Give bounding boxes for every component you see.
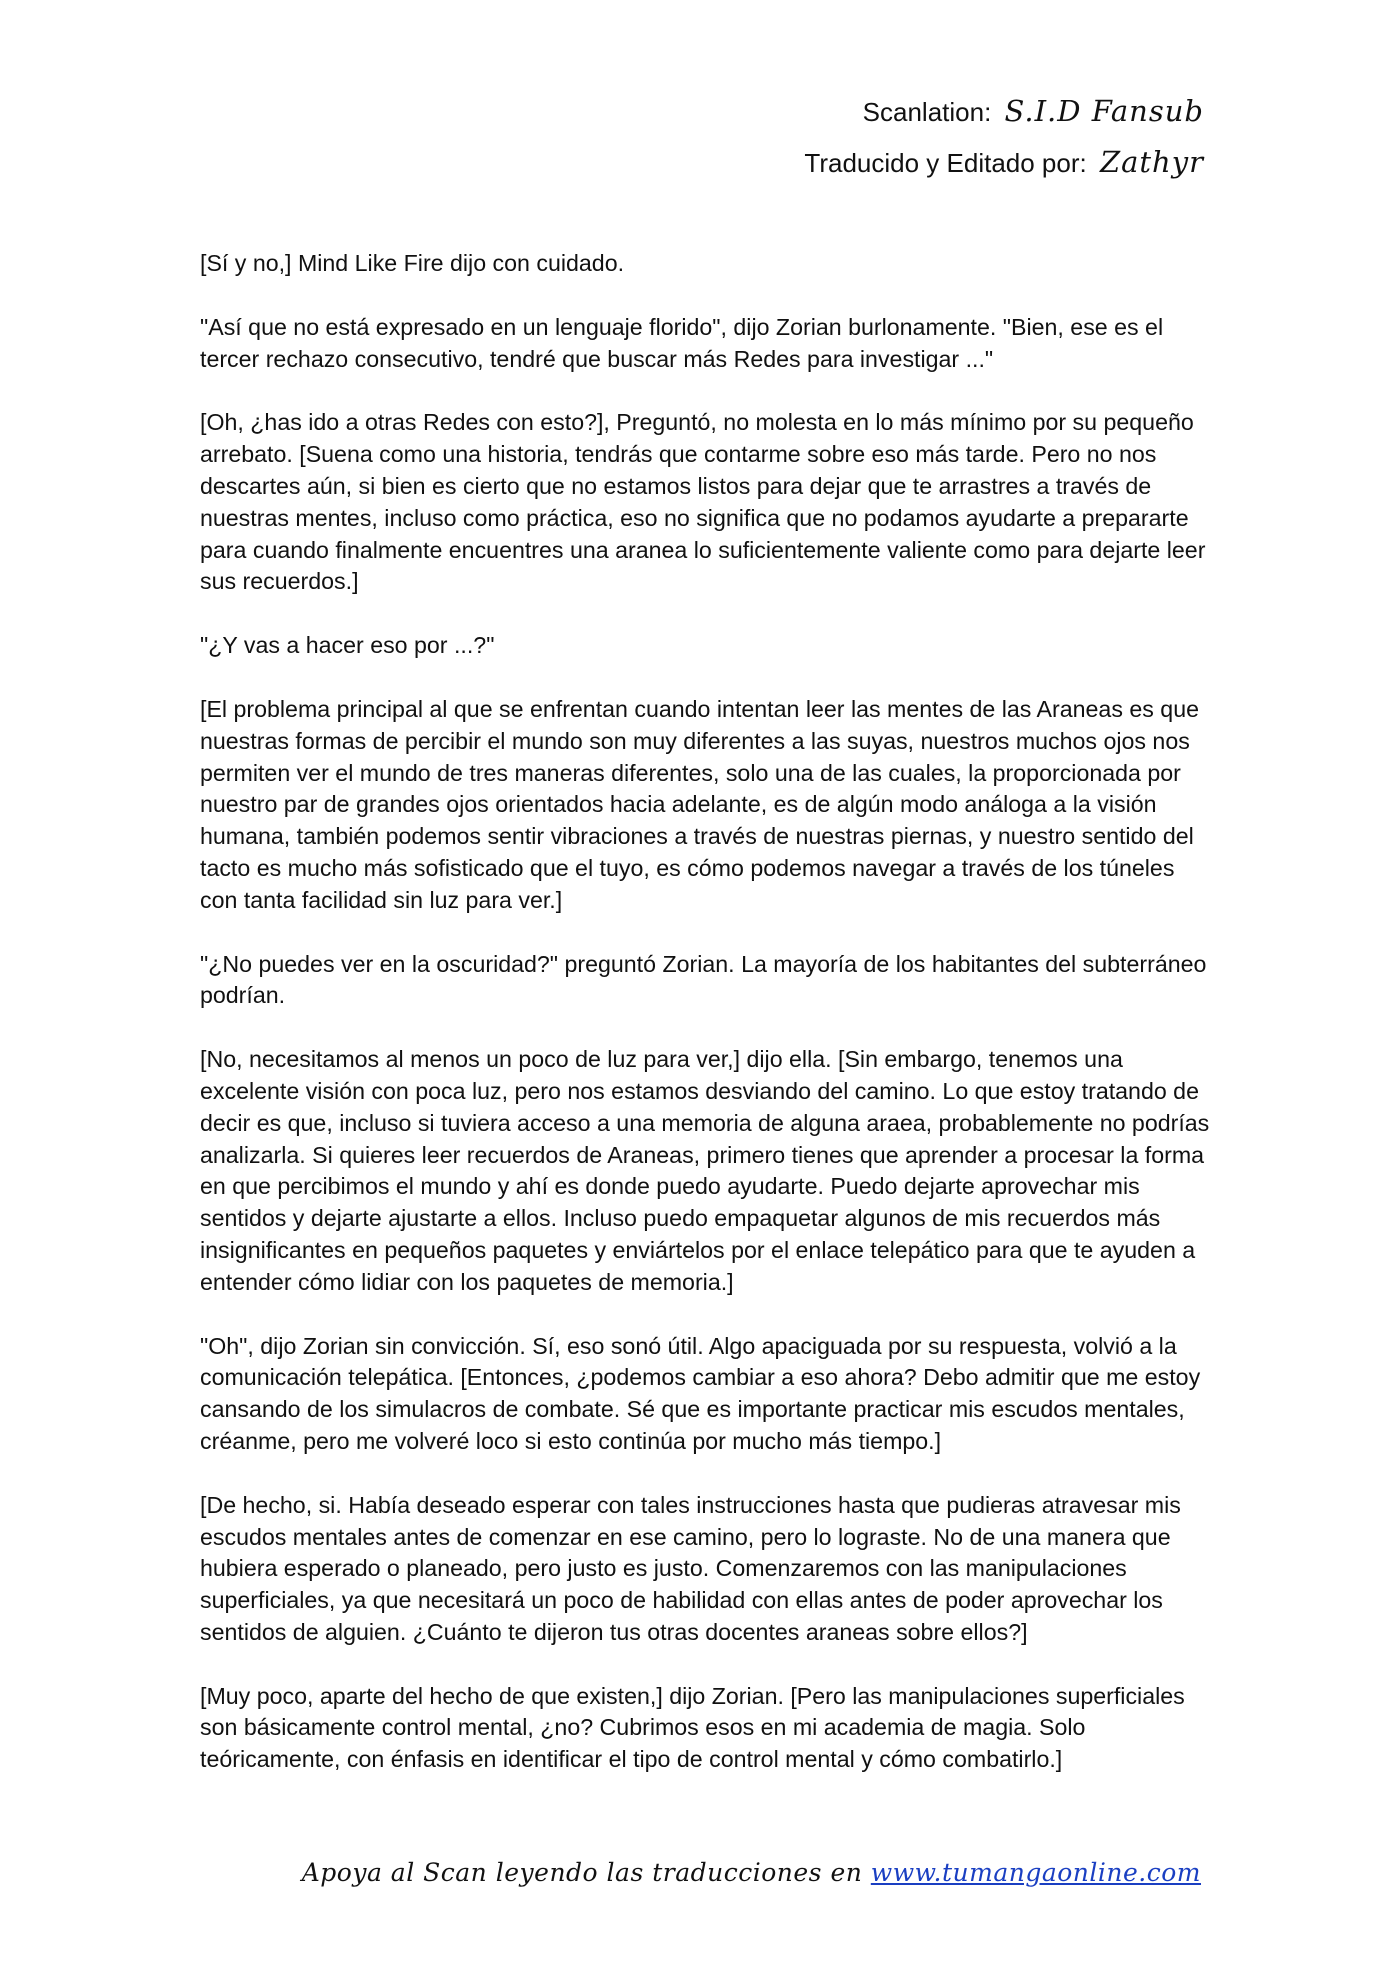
scanlation-credit	[804, 86, 1204, 137]
paragraph: "¿Y vas a hacer eso por ...?"	[200, 632, 495, 659]
paragraph: "Así que no está expresado en un lenguaje florido", dijo Zorian burlonamente. "Bien, ese es el tercer rechazo consecutivo, tendré que buscar más Redes para investigar ..."	[200, 313, 1164, 372]
credits-header	[804, 86, 1204, 188]
paragraph: [El problema principal al que se enfrentan cuando intentan leer las mentes de las Araneas es que nuestras formas de percibir el mundo son muy diferentes a las suyas, nuestros muchos ojos nos permiten ver el mundo de tres maneras diferentes, solo una de las cuales, la proporcionada por nuestro par de grandes ojos orientados hacia adelante, es de algún modo análoga a la visión humana, también podemos sentir vibraciones a través de nuestras piernas, y nuestro sentido del tacto es mucho más sofisticado que el tuyo, es cómo podemos navegar a través de los túneles con tanta facilidad sin luz para ver.]	[200, 695, 1199, 913]
translator-label: Traducido y Editado por:	[804, 148, 1087, 178]
scanlation-label: Scanlation:	[862, 97, 992, 127]
translator-credit	[804, 137, 1204, 188]
paragraph: [De hecho, si. Había deseado esperar con tales instrucciones hasta que pudieras atravesar mis escudos mentales antes de comenzar en ese camino, pero lo lograste. No de una manera que hubiera esperado o planeado, pero justo es justo. Comenzaremos con las manipulaciones superficiales, ya que necesitará un poco de habilidad con ellas antes de poder aprovechar los sentidos de alguien. ¿Cuánto te dijeron tus otras docentes araneas sobre ellos?]	[200, 1491, 1181, 1645]
paragraph: "¿No puedes ver en la oscuridad?" preguntó Zorian. La mayoría de los habitantes del subterráneo podrían.	[200, 950, 1207, 1009]
footer-note	[302, 1858, 1201, 1887]
story-text	[200, 248, 1210, 1808]
paragraph: [No, necesitamos al menos un poco de luz para ver,] dijo ella. [Sin embargo, tenemos una excelente visión con poca luz, pero nos estamos desviando del camino. Lo que estoy tratando de decir es que, incluso si tuviera acceso a una memoria de alguna araea, probablemente no podrías analizarla. Si quieres leer recuerdos de Araneas, primero tienes que aprender a procesar la forma en que percibimos el mundo y ahí es donde puedo ayudarte. Puedo dejarte aprovechar mis sentidos y dejarte ajustarte a ellos. Incluso puedo empaquetar algunos de mis recuerdos más insignificantes en pequeños paquetes y enviártelos por el enlace telepático para que te ayuden a entender cómo lidiar con los paquetes de memoria.]	[200, 1046, 1210, 1295]
footer-link[interactable]: www.tumangaonline.com	[870, 1858, 1201, 1887]
paragraph: [Muy poco, aparte del hecho de que existen,] dijo Zorian. [Pero las manipulaciones superficiales son básicamente control mental, ¿no? Cubrimos esos en mi academia de magia. Solo teóricamente, con énfasis en identificar el tipo de control mental y cómo combatirlo.]	[200, 1682, 1185, 1773]
translator-name: Zathyr	[1099, 145, 1204, 179]
scanlation-group-name: S.I.D Fansub	[1004, 94, 1204, 128]
paragraph: "Oh", dijo Zorian sin convicción. Sí, eso sonó útil. Algo apaciguada por su respuesta, volvió a la comunicación telepática. [Entonces, ¿podemos cambiar a eso ahora? Debo admitir que me estoy cansando de los simulacros de combate. Sé que es importante practicar mis escudos mentales, créanme, pero me volveré loco si esto continúa por mucho más tiempo.]	[200, 1332, 1201, 1454]
footer-text: Apoya al Scan leyendo las traducciones en	[301, 1858, 863, 1887]
paragraph: [Oh, ¿has ido a otras Redes con esto?], Preguntó, no molesta en lo más mínimo por su pequeño arrebato. [Suena como una historia, tendrás que contarme sobre eso más tarde. Pero no nos descartes aún, si bien es cierto que no estamos listos para dejar que te arrastres a través de nuestras mentes, incluso como práctica, eso no significa que no podamos ayudarte a prepararte para cuando finalmente encuentres una aranea lo suficientemente valiente como para dejarte leer sus recuerdos.]	[200, 409, 1206, 595]
paragraph: [Sí y no,] Mind Like Fire dijo con cuidado.	[200, 250, 625, 276]
